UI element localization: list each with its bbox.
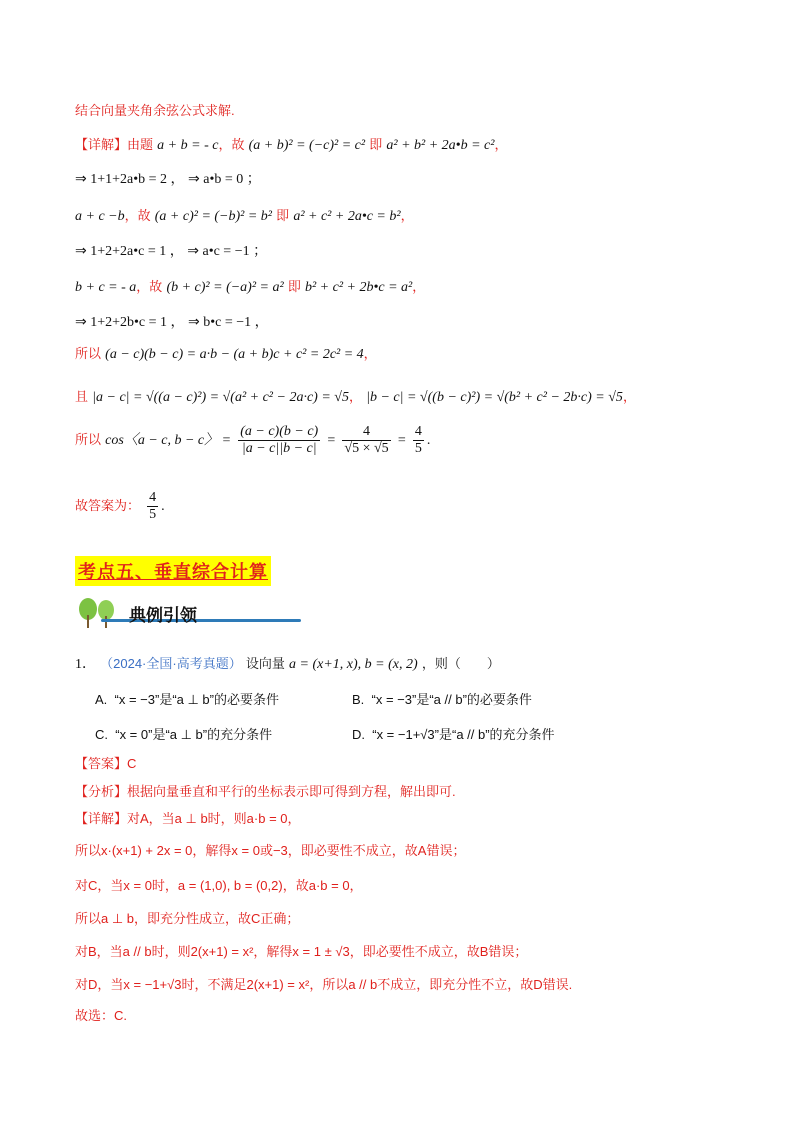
detail-text: 由题 bbox=[127, 137, 154, 152]
option-d: D. “x = −1+√3”是“a // b”的充分条件 bbox=[352, 727, 555, 742]
detail-line-3 bbox=[75, 205, 414, 225]
equation: (b + c)² = (−a)² = a² bbox=[166, 280, 284, 295]
conj: 即 bbox=[287, 279, 301, 294]
detail-q-1: 【详解】对A，当a ⊥ b时，则a·b = 0， bbox=[75, 811, 301, 826]
section-title: 考点五、垂直综合计算 bbox=[75, 556, 271, 586]
detail-line-7 bbox=[75, 343, 377, 363]
fraction: $\frac{(a - c)(b - c)}{|a - c||b - c|}$ bbox=[240, 424, 319, 456]
punct: ， bbox=[363, 346, 377, 361]
equation: a = (x+1, x), b = (x, 2) bbox=[289, 657, 418, 672]
question-number: 1． bbox=[75, 657, 96, 672]
question-text: ，则（ ） bbox=[421, 656, 500, 671]
equation: |a − c| = √((a − c)²) = √(a² + c² − 2a·c) = √5 bbox=[92, 390, 349, 405]
answer-text: 【答案】C bbox=[75, 756, 137, 771]
punct: ， bbox=[412, 279, 426, 294]
detail-line-9: 所以 cos〈a − c, b − c〉 = $\frac{(a - c)(b - c)}{|a - c||b - c|}$ = $\frac{4}{√5 \times √5}$ = $\frac{4}{5}$ . bbox=[75, 424, 431, 456]
punct: . bbox=[161, 499, 165, 514]
fraction: $\frac{4}{5}$ bbox=[414, 424, 422, 456]
conj: 所以 bbox=[75, 432, 102, 447]
conj: 即 bbox=[276, 208, 290, 223]
punct: ， bbox=[494, 137, 508, 152]
intro-text: 结合向量夹角余弦公式求解. bbox=[75, 103, 235, 118]
detail-line-4: ⇒ 1+2+2a•c = 1 ， ⇒ a•c = −1 ； bbox=[75, 244, 268, 259]
equation: a² + c² + 2a•c = b² bbox=[293, 209, 401, 224]
fraction: $\frac{4}{5}$ bbox=[149, 490, 157, 522]
conj: ，故 bbox=[218, 137, 245, 152]
punct: ， bbox=[400, 208, 414, 223]
answer-label: 故答案为： bbox=[75, 498, 141, 513]
banner-label: 典例引领 bbox=[129, 606, 197, 625]
equation: |b − c| = √((b − c)²) = √(b² + c² − 2b·c) = √5 bbox=[366, 390, 623, 405]
detail-line-2: ⇒ 1+1+2a•b = 2 ， ⇒ a•b = 0 ； bbox=[75, 172, 261, 187]
answer-line bbox=[75, 490, 165, 523]
conj: ，故 bbox=[136, 279, 163, 294]
equation: a + c −b bbox=[75, 209, 125, 224]
conj: ，故 bbox=[124, 208, 151, 223]
equation: (a + b)² = (−c)² = c² bbox=[248, 138, 366, 153]
question-stem bbox=[75, 653, 500, 673]
detail-q-2: 所以x·(x+1) + 2x = 0，解得x = 0或−3，即必要性不成立，故A错误； bbox=[75, 843, 466, 858]
option-b: B. “x = −3”是“a // b”的必要条件 bbox=[352, 692, 532, 707]
option-a: A. “x = −3”是“a ⊥ b”的必要条件 bbox=[95, 692, 279, 707]
detail-q-7: 故选：C. bbox=[75, 1008, 128, 1023]
conj: 即 bbox=[369, 137, 383, 152]
detail-line-1 bbox=[75, 134, 507, 154]
equation: (a + c)² = (−b)² = b² bbox=[154, 209, 273, 224]
equation: (a − c)(b − c) = a·b − (a + b)c + c² = 2c² = 4 bbox=[105, 347, 364, 362]
equation: a + b = - c bbox=[157, 138, 219, 153]
equation: b + c = - a bbox=[75, 280, 137, 295]
question-text: 设向量 bbox=[245, 656, 285, 671]
detail-q-5: 对B，当a // b时，则2(x+1) = x²，解得x = 1 ± √3，即必要性不成立，故B错误； bbox=[75, 944, 528, 959]
punct: ， bbox=[348, 389, 362, 404]
equation: b² + c² + 2b•c = a² bbox=[304, 280, 413, 295]
punct: . bbox=[426, 433, 431, 448]
detail-q-3: 对C，当x = 0时，a = (1,0), b = (0,2)，故a·b = 0， bbox=[75, 878, 363, 893]
conj: 所以 bbox=[75, 346, 102, 361]
detail-q-6: 对D，当x = −1+√3时，不满足2(x+1) = x²，所以a // b不成立，即充分性不立，故D错误. bbox=[75, 977, 573, 992]
detail-line-5 bbox=[75, 276, 425, 296]
tree-icon bbox=[75, 595, 127, 631]
example-banner bbox=[75, 595, 223, 631]
analysis-text: 【分析】根据向量垂直和平行的坐标表示即可得到方程，解出即可. bbox=[75, 784, 456, 799]
detail-tag: 【详解】 bbox=[75, 137, 128, 152]
equation: a² + b² + 2a•b = c² bbox=[386, 138, 495, 153]
detail-line-6: ⇒ 1+2+2b•c = 1 ， ⇒ b•c = −1 ， bbox=[75, 315, 269, 330]
detail-q-4: 所以a ⊥ b，即充分性成立，故C正确； bbox=[75, 911, 300, 926]
fraction: $\frac{4}{√5 \times √5}$ bbox=[344, 424, 389, 456]
equation: cos〈a − c, b − c〉 = bbox=[105, 433, 232, 448]
option-c: C. “x = 0”是“a ⊥ b”的充分条件 bbox=[95, 727, 273, 742]
detail-line-8 bbox=[75, 386, 636, 406]
punct: ， bbox=[622, 389, 636, 404]
question-source: （2024·全国·高考真题） bbox=[100, 656, 242, 671]
conj: 且 bbox=[75, 389, 89, 404]
